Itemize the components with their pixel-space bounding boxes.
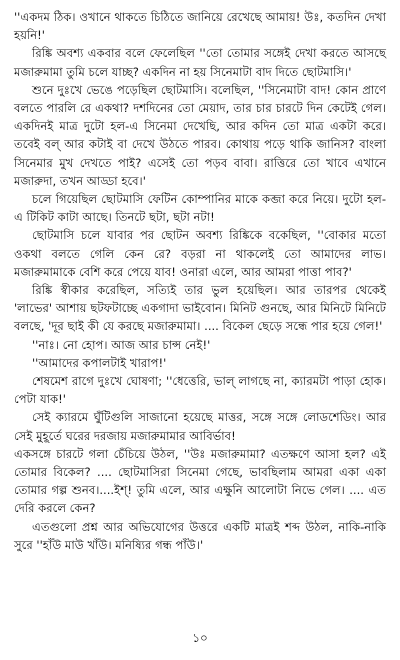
- paragraph-11: একসঙ্গে চারটে গলা চেঁচিয়ে উঠল, ''উঃ মজারুমামা? এতক্ষণে আসা হল? এই তোমার বিকেল? .... ছোটমাসিরা সিনেমা গেছে, ভাবছিলাম আমরা একা একা তোমার গল্প শুনব।....ইশ্! তুমি এলে, আর এক্ষুনি আলোটা নিভে গেল। .... এত দেরি করলে কেন?: [14, 446, 386, 516]
- paragraph-9: শেষমেশ রাগে দুঃখে ঘোষণা; ''ধেত্তেরি, ভাল্ লাগছে না, ক্যারমটা পাড়া হোক। পেটা যাক!': [14, 374, 386, 407]
- paragraph-5: ছোটমাসি চলে যাবার পর ছোটন অবশ্য রিঙ্কিকে বকেছিল, ''বোকার মতো ওকথা বলতে গেলি কেন রে? বড়রা না থাকলেই তো আমাদের লাভ। মজারুমামাকে বেশি করে পেয়ে যাব! ওনারা এলে, আর আমরা পাত্তা পাব?': [14, 228, 386, 279]
- paragraph-7: ''নাঃ। নো হোপ। আজ আর চান্স নেই!': [32, 337, 211, 352]
- paragraph-6: রিঙ্কি স্বীকার করেছিল, সত্যিই তার ভুল হয়েছিল। আর তারপর থেকেই 'লাভের' আশায় ছটফটাচ্ছে একগাদা ভাইবোন। মিনিট গুনছে, আর মিনিটে মিনিটে বলছে, 'দূর ছাই কী যে করছে মজারুমামা। .... বিকেল ছেড়ে সন্ধে পার হয়ে গেল!': [14, 283, 386, 334]
- paragraph-12: এতগুলো প্রশ্ন আর অভিযোগের উত্তরে একটি মাত্রই শব্দ উঠল, নাকি-নাকি সুরে ''হাঁউ মাউ খাঁউ। মনিষ্যির গন্ধ পাঁউ।': [14, 519, 386, 552]
- paragraph-3: শুনে দুঃখে ভেঙে পড়েছিল ছোটমাসি। বলেছিল, ''সিনেমাটা বাদ! কোন প্রাণে বলতে পারলি রে একথা? দশদিনের তো মেয়াদ, তার চার চারটে দিন কেটেই গেল। একদিনই মাত্র দুটো হল-এ সিনেমা দেখেছি, আর কদিন তো মাত্র একটা করে। তবেই বল্ আর কটাই বা দেখে উঠতে পারব। কোথায় পড়ে থাকি জানিস? বাংলা সিনেমার মুখ দেখতে পাই? এসেই তো পড়ব বাবা। রাত্তিরে তো খাবে এখানে মজারুদা, তখন আড্ডা হবে।': [14, 82, 386, 188]
- paragraph-10: সেই ক্যারমে ঘুঁটিগুলি সাজানো হয়েছে মাত্তর, সঙ্গে সঙ্গে লোডশেডিং। আর সেই মুহূর্তে ঘরের দরজায় মজারুমামার আবির্ভাব!: [14, 410, 386, 443]
- paragraph-1: ''একদম ঠিক। ওখানে থাকতে চিঠিতে জানিয়ে রেখেছে আমায়! উঃ, কতদিন দেখা হয়নি!': [14, 10, 386, 43]
- page-number: ১০: [192, 631, 208, 645]
- paragraph-4: চলে গিয়েছিল ছোটমাসি ফেটিন কোম্পানির মাকে কব্জা করে নিয়ে। দুটো হল-এ টিকিট কাটা আছে। তিনটে ছটা, ছটা নটা!: [14, 192, 386, 225]
- paragraph-8: ''আমাদের কপালটাই খারাপ!': [32, 355, 167, 370]
- body-text: [14, 8, 386, 554]
- paragraph-2: রিঙ্কি অবশ্য একবার বলে ফেলেছিল ''তো তোমার সঙ্গেই দেখা করতে আসছে মজারুমামা তুমি চলে যাচ্ছ? একদিন না হয় সিনেমাটা বাদ দিতে ছোটমাসি।': [14, 46, 386, 79]
